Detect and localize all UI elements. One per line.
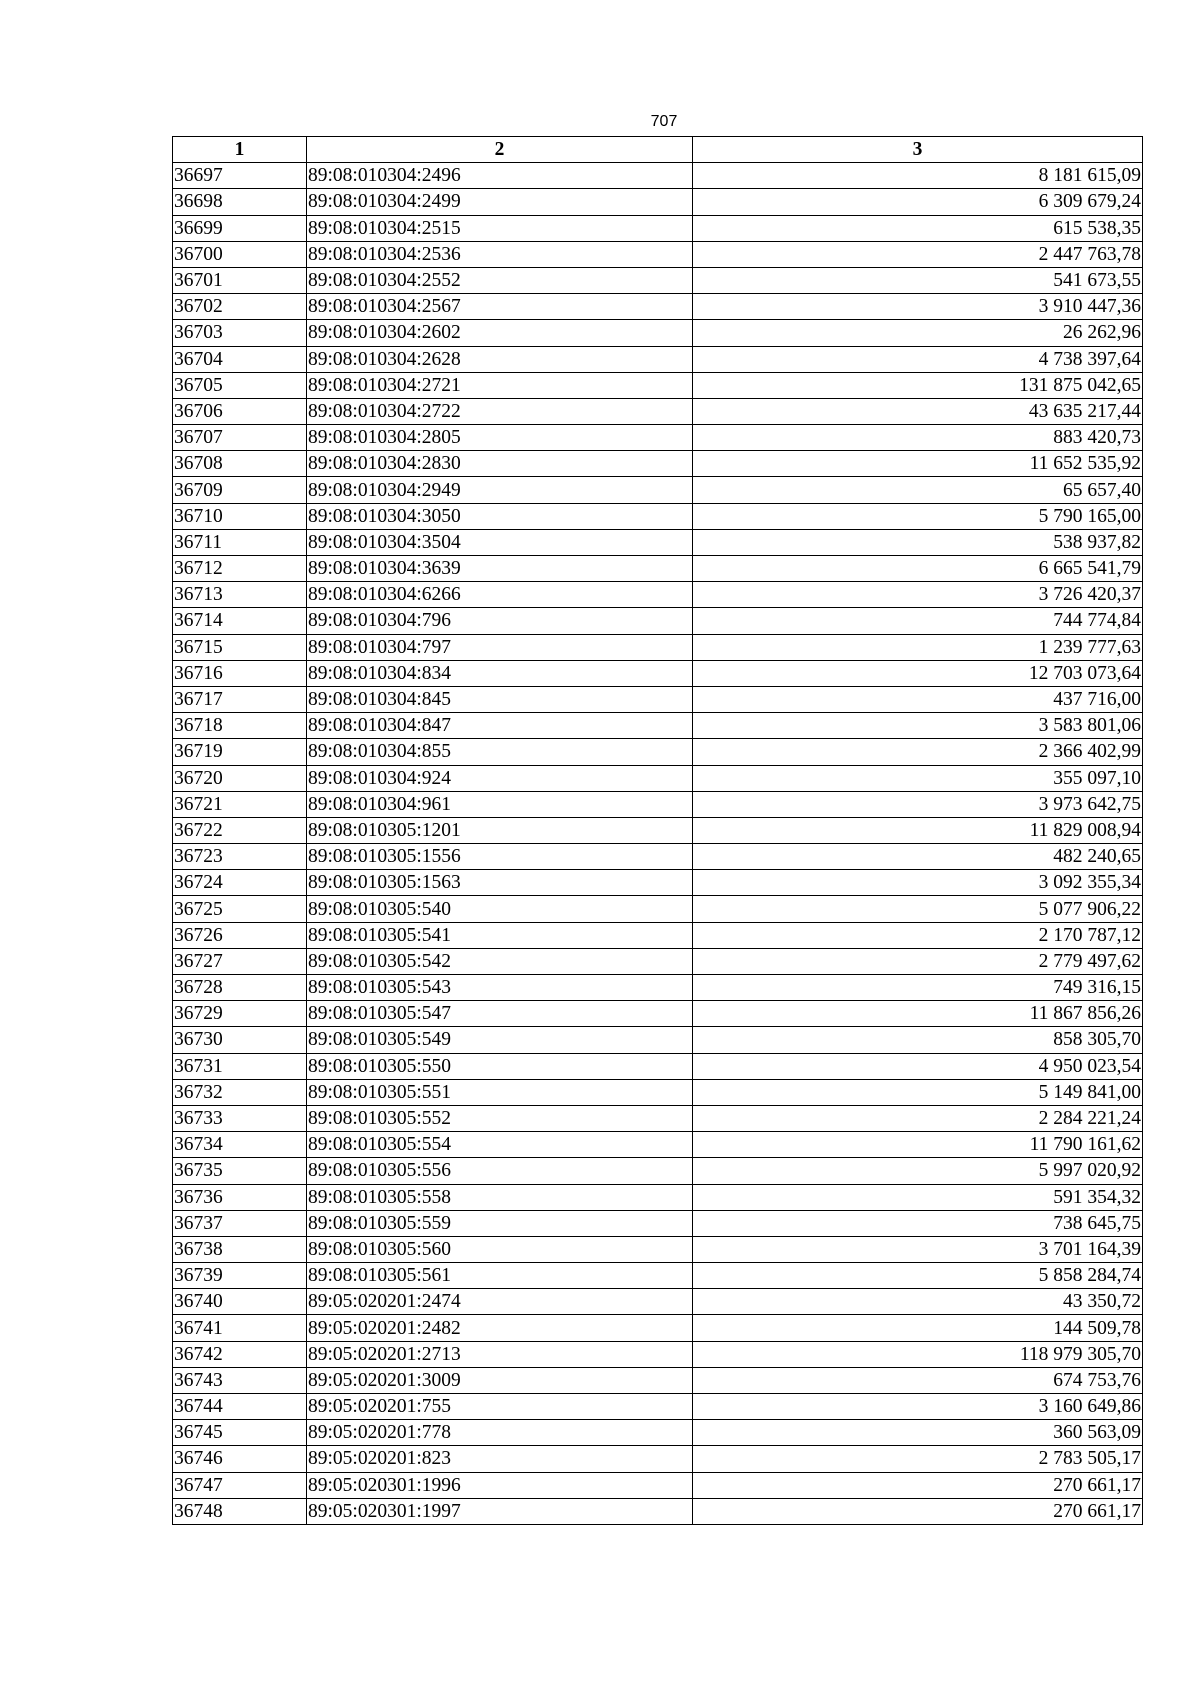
row-number-cell: 36705	[173, 372, 307, 398]
row-number-cell: 36719	[173, 739, 307, 765]
cadastral-number-cell: 89:08:010305:552	[307, 1105, 693, 1131]
table-row	[173, 1132, 1143, 1158]
cadastral-number-cell: 89:05:020301:1996	[307, 1472, 693, 1498]
value-cell: 6 309 679,24	[693, 189, 1143, 215]
value-cell: 270 661,17	[693, 1472, 1143, 1498]
cadastral-number-cell: 89:05:020201:823	[307, 1446, 693, 1472]
value-cell: 2 284 221,24	[693, 1105, 1143, 1131]
value-cell: 65 657,40	[693, 477, 1143, 503]
table-row	[173, 503, 1143, 529]
cadastral-number-cell: 89:08:010305:541	[307, 922, 693, 948]
table-row	[173, 1367, 1143, 1393]
table-row	[173, 477, 1143, 503]
value-cell: 4 738 397,64	[693, 346, 1143, 372]
cadastral-number-cell: 89:08:010304:855	[307, 739, 693, 765]
table-body	[173, 163, 1143, 1525]
value-cell: 615 538,35	[693, 215, 1143, 241]
table-row	[173, 975, 1143, 1001]
value-cell: 3 160 649,86	[693, 1394, 1143, 1420]
cadastral-number-cell: 89:08:010305:561	[307, 1263, 693, 1289]
cadastral-number-cell: 89:08:010305:543	[307, 975, 693, 1001]
value-cell: 360 563,09	[693, 1420, 1143, 1446]
cadastral-number-cell: 89:08:010305:542	[307, 948, 693, 974]
row-number-cell: 36728	[173, 975, 307, 1001]
row-number-cell: 36698	[173, 189, 307, 215]
row-number-cell: 36729	[173, 1001, 307, 1027]
value-cell: 131 875 042,65	[693, 372, 1143, 398]
cadastral-number-cell: 89:05:020201:778	[307, 1420, 693, 1446]
cadastral-number-cell: 89:08:010305:558	[307, 1184, 693, 1210]
table-row	[173, 267, 1143, 293]
value-cell: 744 774,84	[693, 608, 1143, 634]
row-number-cell: 36745	[173, 1420, 307, 1446]
cadastral-number-cell: 89:08:010304:834	[307, 660, 693, 686]
value-cell: 3 583 801,06	[693, 713, 1143, 739]
row-number-cell: 36738	[173, 1236, 307, 1262]
value-cell: 144 509,78	[693, 1315, 1143, 1341]
value-cell: 3 701 164,39	[693, 1236, 1143, 1262]
value-cell: 591 354,32	[693, 1184, 1143, 1210]
value-cell: 3 910 447,36	[693, 294, 1143, 320]
table-row	[173, 1472, 1143, 1498]
table-row	[173, 817, 1143, 843]
row-number-cell: 36748	[173, 1498, 307, 1524]
value-cell: 3 973 642,75	[693, 791, 1143, 817]
value-cell: 11 829 008,94	[693, 817, 1143, 843]
row-number-cell: 36714	[173, 608, 307, 634]
value-cell: 5 149 841,00	[693, 1079, 1143, 1105]
cadastral-number-cell: 89:08:010304:2721	[307, 372, 693, 398]
row-number-cell: 36727	[173, 948, 307, 974]
table-row	[173, 1001, 1143, 1027]
row-number-cell: 36734	[173, 1132, 307, 1158]
cadastral-number-cell: 89:08:010305:559	[307, 1210, 693, 1236]
row-number-cell: 36710	[173, 503, 307, 529]
cadastral-number-cell: 89:08:010304:6266	[307, 582, 693, 608]
row-number-cell: 36709	[173, 477, 307, 503]
value-cell: 43 635 217,44	[693, 398, 1143, 424]
table-row	[173, 1053, 1143, 1079]
cadastral-number-cell: 89:08:010305:547	[307, 1001, 693, 1027]
row-number-cell: 36712	[173, 556, 307, 582]
cadastral-number-cell: 89:08:010304:2949	[307, 477, 693, 503]
registry-table	[172, 136, 1143, 1525]
cadastral-number-cell: 89:08:010304:961	[307, 791, 693, 817]
value-cell: 1 239 777,63	[693, 634, 1143, 660]
row-number-cell: 36730	[173, 1027, 307, 1053]
cadastral-number-cell: 89:05:020201:3009	[307, 1367, 693, 1393]
cadastral-number-cell: 89:08:010305:556	[307, 1158, 693, 1184]
cadastral-number-cell: 89:08:010304:2722	[307, 398, 693, 424]
row-number-cell: 36739	[173, 1263, 307, 1289]
cadastral-number-cell: 89:08:010304:2536	[307, 241, 693, 267]
row-number-cell: 36732	[173, 1079, 307, 1105]
row-number-cell: 36703	[173, 320, 307, 346]
cadastral-number-cell: 89:08:010304:2567	[307, 294, 693, 320]
row-number-cell: 36743	[173, 1367, 307, 1393]
cadastral-number-cell: 89:08:010304:2628	[307, 346, 693, 372]
column-header-3: 3	[693, 137, 1143, 163]
row-number-cell: 36731	[173, 1053, 307, 1079]
value-cell: 858 305,70	[693, 1027, 1143, 1053]
table-row	[173, 320, 1143, 346]
value-cell: 5 077 906,22	[693, 896, 1143, 922]
cadastral-number-cell: 89:08:010304:847	[307, 713, 693, 739]
value-cell: 2 779 497,62	[693, 948, 1143, 974]
table-row	[173, 215, 1143, 241]
table-row	[173, 582, 1143, 608]
table-row	[173, 922, 1143, 948]
cadastral-number-cell: 89:08:010305:1563	[307, 870, 693, 896]
value-cell: 5 858 284,74	[693, 1263, 1143, 1289]
table-row	[173, 294, 1143, 320]
table-row	[173, 1341, 1143, 1367]
cadastral-number-cell: 89:08:010304:2515	[307, 215, 693, 241]
table-row	[173, 1105, 1143, 1131]
row-number-cell: 36746	[173, 1446, 307, 1472]
row-number-cell: 36740	[173, 1289, 307, 1315]
cadastral-number-cell: 89:05:020201:2713	[307, 1341, 693, 1367]
cadastral-number-cell: 89:05:020201:2482	[307, 1315, 693, 1341]
value-cell: 270 661,17	[693, 1498, 1143, 1524]
cadastral-number-cell: 89:08:010305:554	[307, 1132, 693, 1158]
column-header-2: 2	[307, 137, 693, 163]
table-row	[173, 713, 1143, 739]
value-cell: 12 703 073,64	[693, 660, 1143, 686]
table-row	[173, 1420, 1143, 1446]
row-number-cell: 36701	[173, 267, 307, 293]
table-row	[173, 398, 1143, 424]
table-row	[173, 1079, 1143, 1105]
value-cell: 6 665 541,79	[693, 556, 1143, 582]
value-cell: 738 645,75	[693, 1210, 1143, 1236]
table-row	[173, 189, 1143, 215]
cadastral-number-cell: 89:08:010304:924	[307, 765, 693, 791]
row-number-cell: 36715	[173, 634, 307, 660]
table-row	[173, 372, 1143, 398]
row-number-cell: 36733	[173, 1105, 307, 1131]
cadastral-number-cell: 89:08:010305:560	[307, 1236, 693, 1262]
row-number-cell: 36707	[173, 425, 307, 451]
value-cell: 674 753,76	[693, 1367, 1143, 1393]
page-number: 707	[650, 113, 678, 130]
value-cell: 11 790 161,62	[693, 1132, 1143, 1158]
value-cell: 3 726 420,37	[693, 582, 1143, 608]
cadastral-number-cell: 89:05:020201:2474	[307, 1289, 693, 1315]
table-row	[173, 1394, 1143, 1420]
cadastral-number-cell: 89:08:010304:2496	[307, 163, 693, 189]
table-row	[173, 1498, 1143, 1524]
value-cell: 883 420,73	[693, 425, 1143, 451]
table-row	[173, 1236, 1143, 1262]
cadastral-number-cell: 89:08:010305:551	[307, 1079, 693, 1105]
table-row	[173, 765, 1143, 791]
row-number-cell: 36723	[173, 844, 307, 870]
cadastral-number-cell: 89:08:010304:3504	[307, 529, 693, 555]
cadastral-number-cell: 89:08:010305:1556	[307, 844, 693, 870]
value-cell: 2 783 505,17	[693, 1446, 1143, 1472]
cadastral-number-cell: 89:08:010305:549	[307, 1027, 693, 1053]
table-row	[173, 241, 1143, 267]
row-number-cell: 36716	[173, 660, 307, 686]
value-cell: 11 652 535,92	[693, 451, 1143, 477]
cadastral-number-cell: 89:08:010304:2552	[307, 267, 693, 293]
value-cell: 437 716,00	[693, 686, 1143, 712]
value-cell: 3 092 355,34	[693, 870, 1143, 896]
row-number-cell: 36708	[173, 451, 307, 477]
cadastral-number-cell: 89:08:010304:845	[307, 686, 693, 712]
header-row	[173, 137, 1143, 163]
row-number-cell: 36697	[173, 163, 307, 189]
column-header-1: 1	[173, 137, 307, 163]
table-row	[173, 870, 1143, 896]
value-cell: 2 366 402,99	[693, 739, 1143, 765]
row-number-cell: 36711	[173, 529, 307, 555]
cadastral-number-cell: 89:08:010304:2602	[307, 320, 693, 346]
row-number-cell: 36718	[173, 713, 307, 739]
cadastral-number-cell: 89:08:010304:2830	[307, 451, 693, 477]
table-row	[173, 529, 1143, 555]
cadastral-number-cell: 89:08:010305:550	[307, 1053, 693, 1079]
table-row	[173, 163, 1143, 189]
row-number-cell: 36713	[173, 582, 307, 608]
cadastral-number-cell: 89:08:010304:797	[307, 634, 693, 660]
row-number-cell: 36726	[173, 922, 307, 948]
row-number-cell: 36721	[173, 791, 307, 817]
row-number-cell: 36704	[173, 346, 307, 372]
table-row	[173, 844, 1143, 870]
value-cell: 26 262,96	[693, 320, 1143, 346]
value-cell: 118 979 305,70	[693, 1341, 1143, 1367]
cadastral-number-cell: 89:05:020201:755	[307, 1394, 693, 1420]
value-cell: 541 673,55	[693, 267, 1143, 293]
cadastral-number-cell: 89:08:010305:1201	[307, 817, 693, 843]
value-cell: 5 790 165,00	[693, 503, 1143, 529]
table-row	[173, 791, 1143, 817]
cadastral-number-cell: 89:08:010304:2499	[307, 189, 693, 215]
row-number-cell: 36737	[173, 1210, 307, 1236]
cadastral-number-cell: 89:08:010304:2805	[307, 425, 693, 451]
cadastral-number-cell: 89:05:020301:1997	[307, 1498, 693, 1524]
value-cell: 538 937,82	[693, 529, 1143, 555]
table-row	[173, 608, 1143, 634]
value-cell: 749 316,15	[693, 975, 1143, 1001]
row-number-cell: 36741	[173, 1315, 307, 1341]
value-cell: 4 950 023,54	[693, 1053, 1143, 1079]
table-row	[173, 346, 1143, 372]
row-number-cell: 36700	[173, 241, 307, 267]
row-number-cell: 36702	[173, 294, 307, 320]
row-number-cell: 36724	[173, 870, 307, 896]
table-row	[173, 451, 1143, 477]
table-row	[173, 556, 1143, 582]
cadastral-number-cell: 89:08:010304:3050	[307, 503, 693, 529]
row-number-cell: 36742	[173, 1341, 307, 1367]
row-number-cell: 36706	[173, 398, 307, 424]
value-cell: 8 181 615,09	[693, 163, 1143, 189]
row-number-cell: 36722	[173, 817, 307, 843]
table-row	[173, 1446, 1143, 1472]
row-number-cell: 36736	[173, 1184, 307, 1210]
table-row	[173, 634, 1143, 660]
table-header	[173, 137, 1143, 163]
cadastral-number-cell: 89:08:010304:3639	[307, 556, 693, 582]
value-cell: 2 170 787,12	[693, 922, 1143, 948]
row-number-cell: 36744	[173, 1394, 307, 1420]
row-number-cell: 36717	[173, 686, 307, 712]
cadastral-number-cell: 89:08:010304:796	[307, 608, 693, 634]
table-row	[173, 1158, 1143, 1184]
table-row	[173, 1210, 1143, 1236]
value-cell: 355 097,10	[693, 765, 1143, 791]
table-row	[173, 1184, 1143, 1210]
table-row	[173, 1315, 1143, 1341]
cadastral-number-cell: 89:08:010305:540	[307, 896, 693, 922]
row-number-cell: 36725	[173, 896, 307, 922]
row-number-cell: 36699	[173, 215, 307, 241]
table-row	[173, 948, 1143, 974]
row-number-cell: 36747	[173, 1472, 307, 1498]
row-number-cell: 36720	[173, 765, 307, 791]
table-row	[173, 686, 1143, 712]
table-row	[173, 739, 1143, 765]
value-cell: 2 447 763,78	[693, 241, 1143, 267]
row-number-cell: 36735	[173, 1158, 307, 1184]
value-cell: 43 350,72	[693, 1289, 1143, 1315]
value-cell: 482 240,65	[693, 844, 1143, 870]
table-row	[173, 1263, 1143, 1289]
table-row	[173, 1027, 1143, 1053]
value-cell: 5 997 020,92	[693, 1158, 1143, 1184]
table-row	[173, 1289, 1143, 1315]
value-cell: 11 867 856,26	[693, 1001, 1143, 1027]
table-row	[173, 425, 1143, 451]
table-row	[173, 896, 1143, 922]
table-row	[173, 660, 1143, 686]
